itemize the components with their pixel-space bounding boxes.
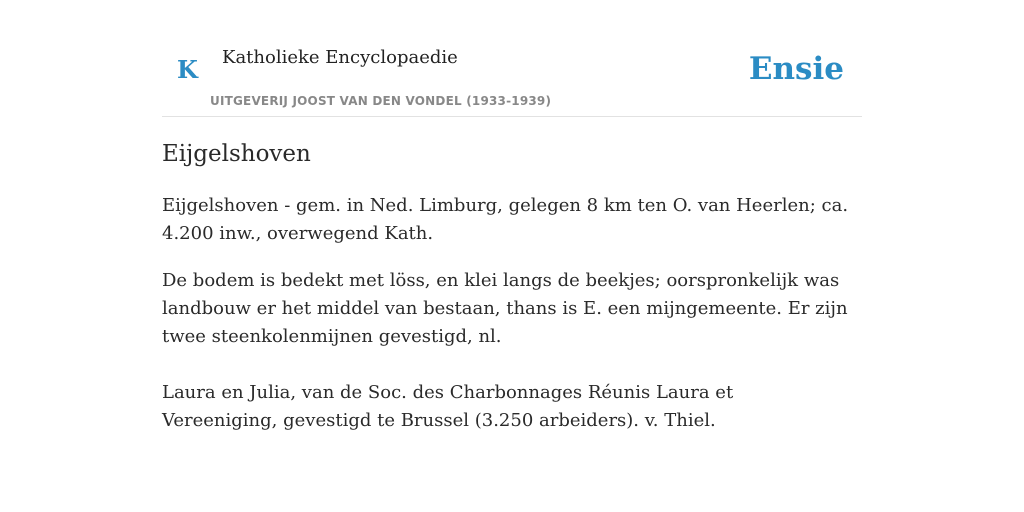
article-paragraph: Eijgelshoven - gem. in Ned. Limburg, gelegen 8 km ten O. van Heerlen; ca. 4.200 inw., overwegend Kath. [162, 195, 849, 244]
publisher-subtitle: UITGEVERIJ JOOST VAN DEN VONDEL (1933-1939) [210, 94, 552, 108]
encyclopedia-logo[interactable]: K [177, 55, 198, 84]
article-paragraph: Laura en Julia, van de Soc. des Charbonnages Réunis Laura et Vereeniging, gevestigd te Brussel (3.250 arbeiders). v. Thiel. [162, 382, 734, 431]
site-header [162, 0, 862, 117]
ensie-brand-link[interactable]: Ensie [748, 51, 844, 87]
encyclopedia-title[interactable]: Katholieke Encyclopaedie [222, 47, 458, 68]
article-title: Eijgelshoven [162, 141, 311, 167]
article-content [162, 136, 862, 435]
article-paragraph: De bodem is bedekt met löss, en klei langs de beekjes; oorspronkelijk was landbouw er het middel van bestaan, thans is E. een mijngemeente. Er zijn twee steenkolenmijnen gevestigd, nl. [162, 270, 848, 347]
